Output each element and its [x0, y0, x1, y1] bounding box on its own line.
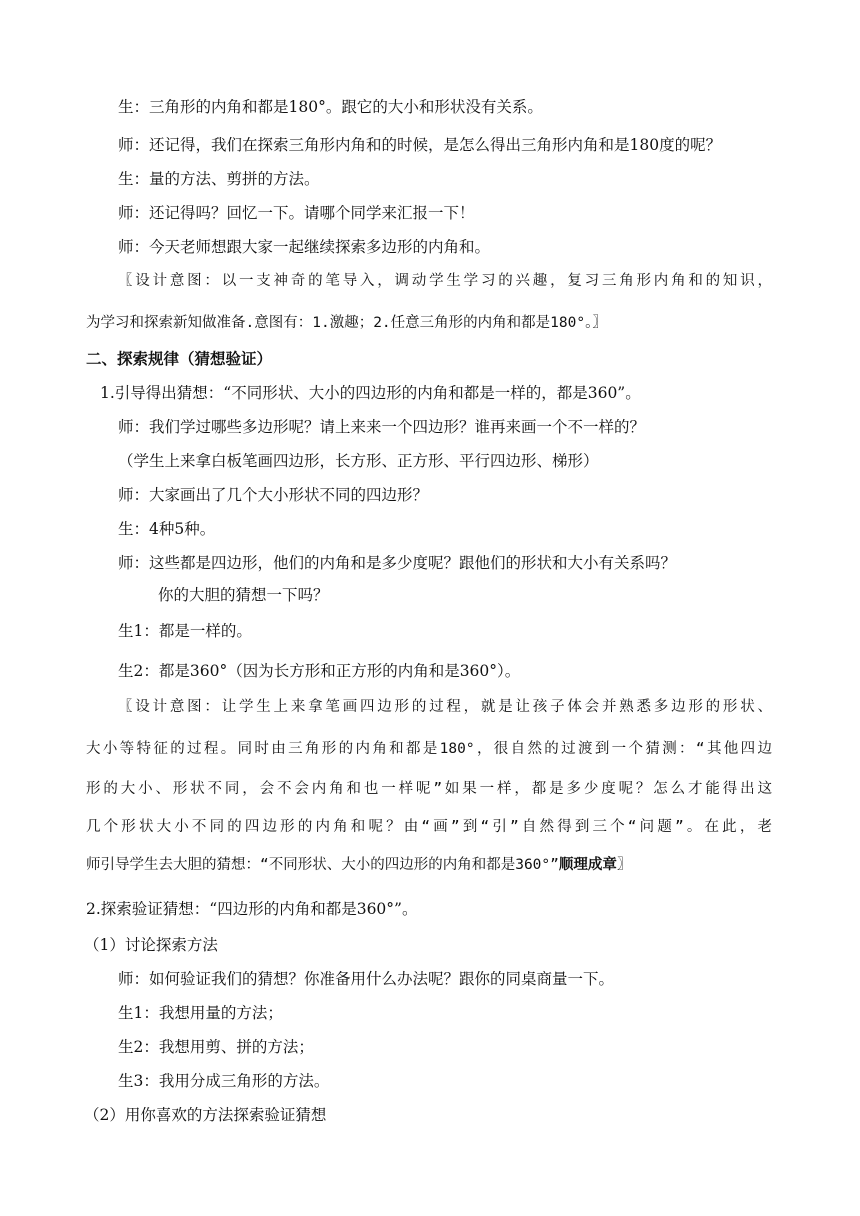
text-line: 生1：我想用量的方法；: [118, 1004, 283, 1022]
text-line: 生1：都是一样的。: [118, 622, 252, 640]
text-line: 生：三角形的内角和都是180°。跟它的大小和形状没有关系。: [118, 98, 543, 116]
text-line: （学生上来拿白板笔画四边形，长方形、正方形、平行四边形、梯形）: [118, 452, 599, 470]
design-intent-line: 〖设计意图：以一支神奇的笔导入，调动学生学习的兴趣，复习三角形内角和的知识，: [118, 273, 772, 289]
text-line: 生2：都是360°（因为长方形和正方形的内角和是360°）。: [118, 662, 521, 680]
text-line: 生：4种5种。: [118, 520, 216, 538]
design-intent-line: [86, 854, 631, 876]
design-intent-line: 形的大小、形状不同，会不会内角和也一样呢”如果一样，都是多少度呢？怎么才能得出这: [86, 781, 772, 797]
text-line: 生2：我想用剪、拼的方法；: [118, 1038, 314, 1056]
design-intent-line: 几个形状大小不同的四边形的内角和呢？由“画”到“引”自然得到三个“问题”。在此，老: [86, 819, 772, 835]
sub-heading: 2.探索验证猜想：“四边形的内角和都是360°”。: [86, 900, 418, 918]
text-line: 师：这些都是四边形，他们的内角和是多少度呢？跟他们的形状和大小有关系吗？: [118, 554, 677, 572]
design-intent-line: 大小等特征的过程。同时由三角形的内角和都是180°，很自然的过渡到一个猜测：“其他四边: [86, 741, 772, 757]
text-line: 师：还记得吗？回忆一下。请哪个同学来汇报一下！: [118, 204, 475, 222]
sub-heading: （1）讨论探索方法: [84, 936, 218, 954]
sub-heading: 1.引导得出猜想：“不同形状、大小的四边形的内角和都是一样的，都是360”。: [100, 384, 641, 402]
text-line: 你的大胆的猜想一下吗？: [158, 586, 329, 604]
design-intent-text: 师引导学生去大胆的猜想：“不同形状、大小的四边形的内角和都是360°”: [86, 857, 559, 873]
section-heading: 二、探索规律（猜想验证）: [86, 349, 273, 368]
design-intent-close: 〗: [616, 857, 632, 873]
design-intent-emphasis: 顺理成章: [558, 857, 617, 873]
text-line: 师：大家画出了几个大小形状不同的四边形？: [118, 486, 429, 504]
text-line: 师：还记得，我们在探索三角形内角和的时候，是怎么得出三角形内角和是180度的呢？: [118, 136, 722, 154]
text-line: 师：今天老师想跟大家一起继续探索多边形的内角和。: [118, 238, 491, 256]
design-intent-line: 为学习和探索新知做准备.意图有：1.激趣；2.任意三角形的内角和都是180°。〗: [86, 315, 607, 331]
text-line: 师：我们学过哪些多边形呢？请上来来一个四边形？谁再来画一个不一样的？: [118, 418, 646, 436]
text-line: 生3：我用分成三角形的方法。: [118, 1072, 330, 1090]
design-intent-line: 〖设计意图：让学生上来拿笔画四边形的过程，就是让孩子体会并熟悉多边形的形状、: [118, 699, 772, 715]
text-line: 师：如何验证我们的猜想？你准备用什么办法呢？跟你的同桌商量一下。: [118, 970, 615, 988]
sub-heading: （2）用你喜欢的方法探索验证猜想: [84, 1106, 327, 1124]
text-line: 生：量的方法、剪拼的方法。: [118, 170, 320, 188]
